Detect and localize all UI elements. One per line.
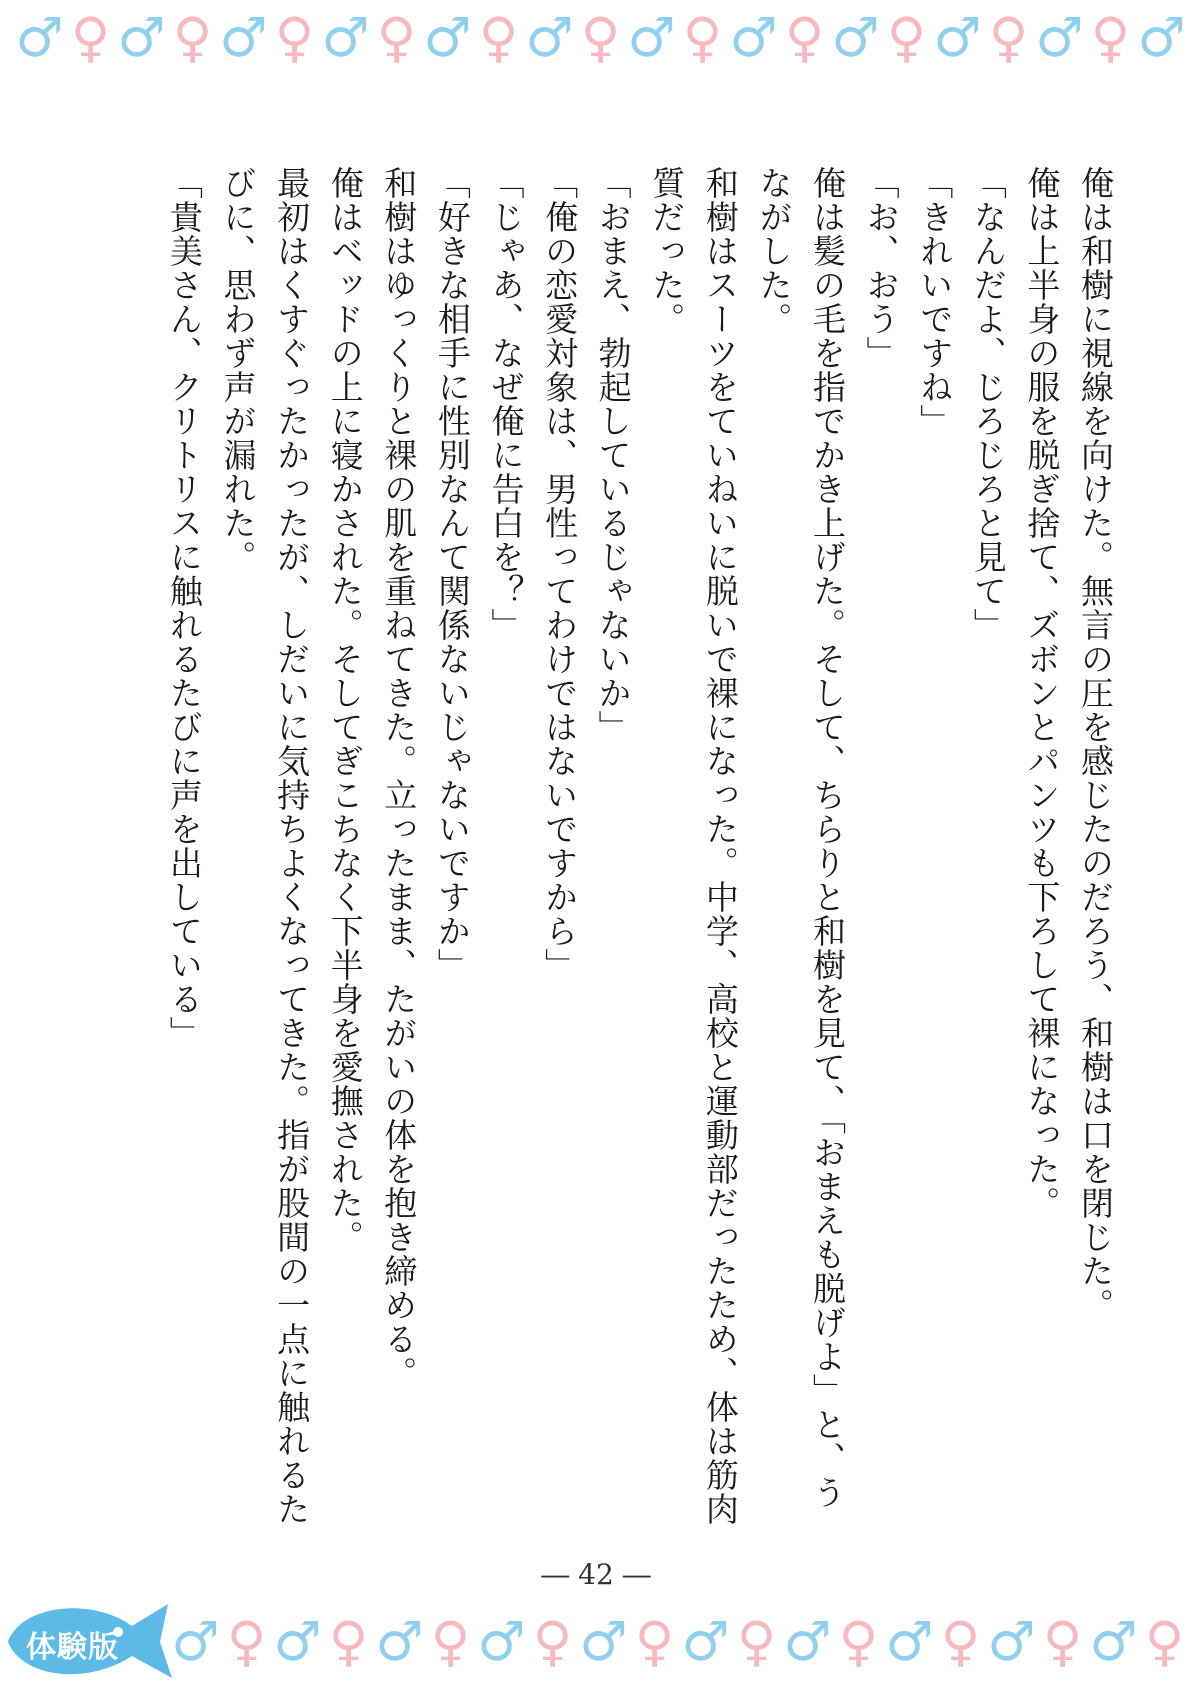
paragraph-4: 「きれいですね」 (915, 166, 955, 438)
female-symbol-icon: ♀ (1042, 1612, 1083, 1672)
male-symbol-icon: ♂ (681, 1612, 730, 1672)
female-symbol-icon: ♀ (478, 8, 519, 68)
male-symbol-icon: ♂ (831, 8, 880, 68)
female-symbol-icon: ♀ (70, 8, 111, 68)
female-symbol-icon: ♀ (940, 1612, 981, 1672)
female-symbol-icon: ♀ (1090, 8, 1131, 68)
female-symbol-icon: ♀ (634, 1612, 675, 1672)
female-symbol-icon: ♀ (226, 1612, 267, 1672)
male-symbol-icon: ♂ (375, 1612, 424, 1672)
male-symbol-icon: ♂ (1035, 8, 1084, 68)
male-symbol-icon: ♂ (15, 8, 64, 68)
female-symbol-icon: ♀ (328, 1612, 369, 1672)
top-symbol-border (0, 8, 1192, 68)
male-symbol-icon: ♂ (933, 8, 982, 68)
female-symbol-icon: ♀ (580, 8, 621, 68)
female-symbol-icon: ♀ (988, 8, 1029, 68)
male-symbol-icon: ♂ (171, 1612, 220, 1672)
female-symbol-icon: ♀ (430, 1612, 471, 1672)
paragraph-5: 「お、おう」 (861, 166, 901, 370)
male-symbol-icon: ♂ (627, 8, 676, 68)
female-symbol-icon: ♀ (838, 1612, 879, 1672)
paragraph-13: 俺はベッドの上に寝かされた。そしてぎこちなく下半身を愛撫された。 (325, 166, 365, 1254)
female-symbol-icon: ♀ (274, 8, 315, 68)
male-symbol-icon: ♂ (219, 8, 268, 68)
paragraph-15: 「貴美さん、クリトリスに触れるたびに声を出している」 (164, 166, 204, 1050)
male-symbol-icon: ♂ (783, 1612, 832, 1672)
female-symbol-icon: ♀ (886, 8, 927, 68)
female-symbol-icon: ♀ (1144, 1612, 1185, 1672)
paragraph-11: 「好きな相手に性別なんて関係ないじゃないですか」 (432, 166, 472, 982)
paragraph-3: 「なんだよ、じろじろと見て」 (968, 166, 1008, 642)
paragraph-2: 俺は上半身の服を脱ぎ捨て、ズボンとパンツも下ろして裸になった。 (1022, 166, 1062, 1220)
male-symbol-icon: ♂ (885, 1612, 934, 1672)
male-symbol-icon: ♂ (117, 8, 166, 68)
paragraph-14: 最初はくすぐったかったが、しだいに気持ちよくなってきた。指が股間の一点に触れるたびに、思わず声が漏れた。 (218, 166, 312, 1526)
male-symbol-icon: ♂ (273, 1612, 322, 1672)
male-symbol-icon: ♂ (987, 1612, 1036, 1672)
male-symbol-icon: ♂ (579, 1612, 628, 1672)
female-symbol-icon: ♀ (532, 1612, 573, 1672)
female-symbol-icon: ♀ (172, 8, 213, 68)
male-symbol-icon: ♂ (321, 8, 370, 68)
paragraph-1: 俺は和樹に視線を向けた。無言の圧を感じたのだろう、和樹は口を閉じた。 (1076, 166, 1115, 1322)
male-symbol-icon: ♂ (477, 1612, 526, 1672)
female-symbol-icon: ♀ (784, 8, 825, 68)
male-symbol-icon: ♂ (729, 8, 778, 68)
page-number: ― 42 ― (541, 1558, 651, 1591)
paragraph-8: 「おまえ、勃起しているじゃないか」 (593, 166, 633, 744)
male-symbol-icon: ♂ (1089, 1612, 1138, 1672)
male-symbol-icon: ♂ (1137, 8, 1186, 68)
paragraph-7: 和樹はスーツをていねいに脱いで裸になった。中学、高校と運動部だったため、体は筋肉質だった。 (647, 166, 740, 1526)
paragraph-10: 「じゃあ、なぜ俺に告白を？」 (486, 166, 526, 642)
paragraph-12: 和樹はゆっくりと裸の肌を重ねてきた。立ったまま、たがいの体を抱き締める。 (379, 166, 419, 1390)
novel-body-text (122, 166, 1122, 1526)
male-symbol-icon: ♂ (423, 8, 472, 68)
paragraph-6: 俺は髪の毛を指でかき上げた。そして、ちらりと和樹を見て、「おまえも脱げよ」と、うながした。 (754, 166, 848, 1510)
female-symbol-icon: ♀ (736, 1612, 777, 1672)
female-symbol-icon: ♀ (682, 8, 723, 68)
male-symbol-icon: ♂ (525, 8, 574, 68)
trial-version-label: 体験版 (26, 1630, 119, 1665)
paragraph-9: 「俺の恋愛対象は、男性ってわけではないですから」 (540, 166, 580, 982)
female-symbol-icon: ♀ (376, 8, 417, 68)
